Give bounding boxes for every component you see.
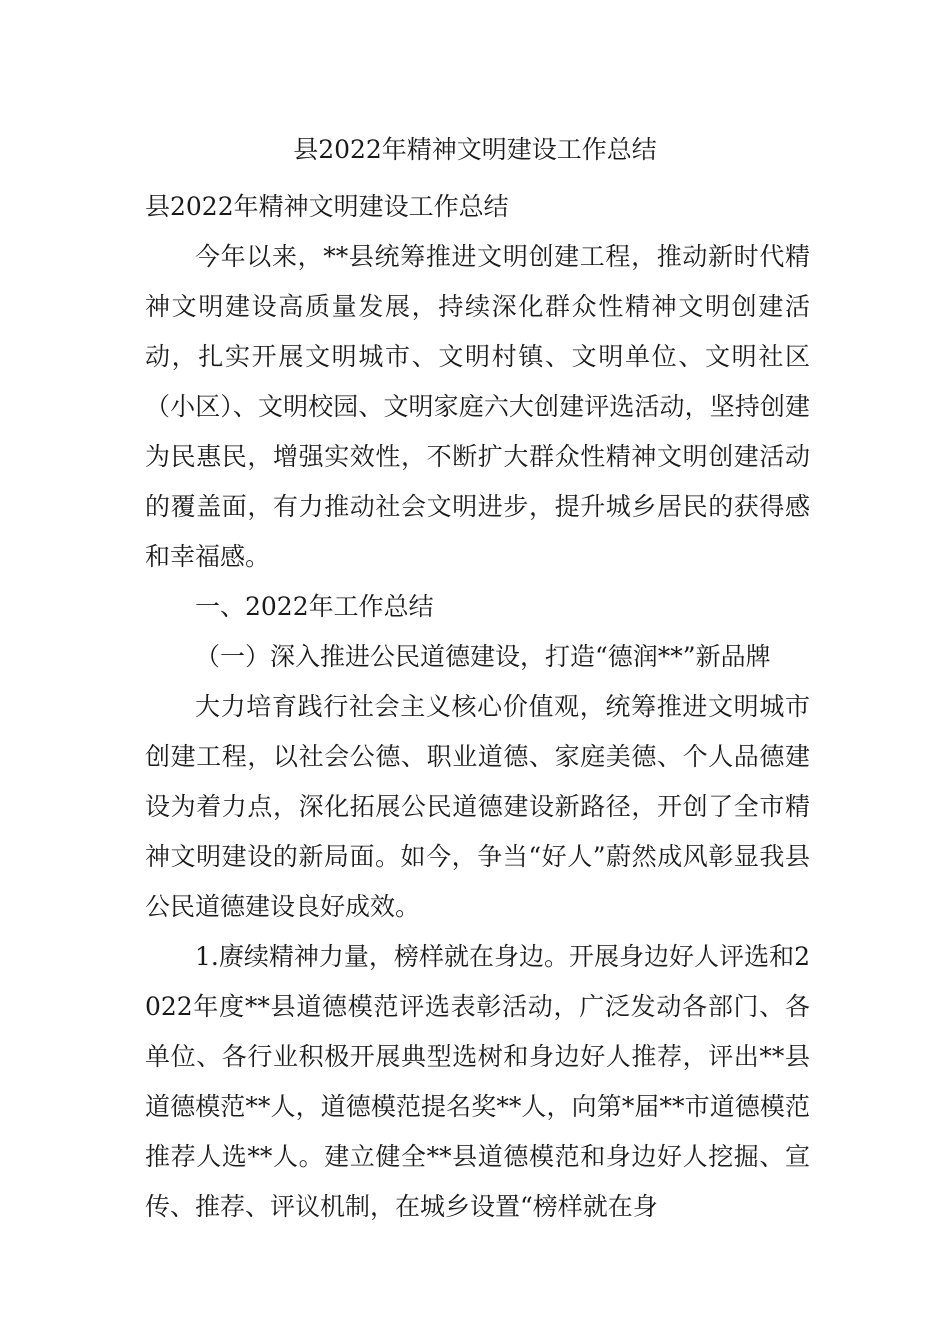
item-paragraph: 1.赓续精神力量，榜样就在身边。开展身边好人评选和2022年度**县道德模范评选表彰活动，广泛发动各部门、各单位、各行业积极开展典型选树和身边好人推荐，评出**县道德模范**人，道德模范提名奖**人，向第*届**市道德模范推荐人选**人。建立健全**县道德模范和身边好人挖掘、宣传、推荐、评议机制，在城乡设置“榜样就在身	[145, 942, 810, 1221]
document-title: 县2022年精神文明建设工作总结	[293, 135, 657, 164]
intro-paragraph: 今年以来，**县统筹推进文明创建工程，推动新时代精神文明建设高质量发展，持续深化群众性精神文明创建活动，扎实开展文明城市、文明村镇、文明单位、文明社区（小区）、文明校园、文明家庭六大创建评选活动，坚持创建为民惠民，增强实效性，不断扩大群众性精神文明创建活动的覆盖面，有力推动社会文明进步，提升城乡居民的获得感和幸福感。	[145, 242, 810, 571]
subsection-heading: （一）深入推进公民道德建设，打造“德润**”新品牌	[195, 642, 771, 671]
subsection-paragraph: 大力培育践行社会主义核心价值观，统筹推进文明城市创建工程，以社会公德、职业道德、家庭美德、个人品德建设为着力点，深化拓展公民道德建设新路径，开创了全市精神文明建设的新局面。如今，争当“好人”蔚然成风彰显我县公民道德建设良好成效。	[145, 692, 810, 921]
section-heading: 一、2022年工作总结	[195, 592, 434, 621]
document-subtitle: 县2022年精神文明建设工作总结	[145, 192, 509, 221]
document-body	[145, 182, 810, 1232]
